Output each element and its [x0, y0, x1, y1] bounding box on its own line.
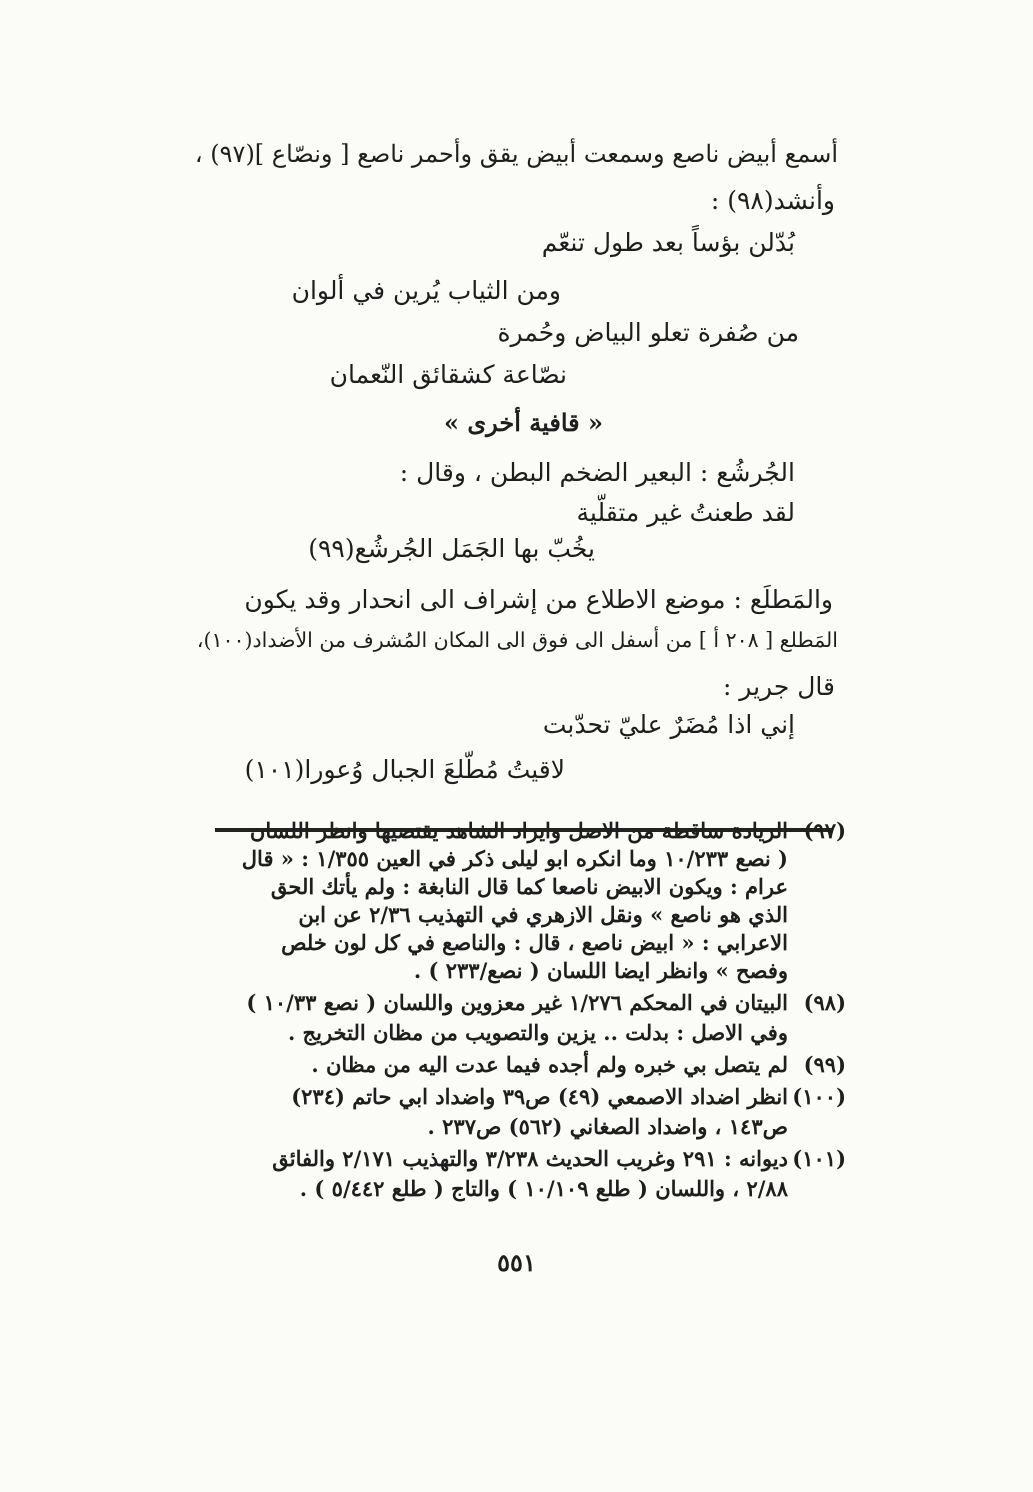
footnote-line: ديوانه : ٢٩١ وغريب الحديث ٣/٢٣٨ والتهذيب ٢/١٧١ والفائق	[272, 1146, 788, 1171]
body-paragraph-line: وأنشد(٩٨) :	[710, 186, 835, 215]
section-heading: « قافية أخرى »	[444, 408, 603, 437]
body-paragraph-line: أسمع أبيض ناصع وسمعت أبيض يقق وأحمر ناصع [ ونصّاع ](٩٧) ،	[194, 140, 838, 168]
footnote-line: وفي الاصل : بدلت .. يزين والتصويب من مظان التخريج .	[287, 1020, 788, 1045]
body-paragraph-line: المَطلع [ ٢٠٨ أ ] من أسفل الى فوق الى المكان المُشرف من الأضداد(١٠٠)،	[196, 628, 838, 652]
verse-line: إني اذا مُضَرٌ عليّ تحدّبت	[542, 710, 795, 739]
body-paragraph-line: الجُرشُع : البعير الضخم البطن ، وقال :	[399, 458, 795, 487]
footnote-number: (٩٩)	[803, 1052, 846, 1077]
verse-line: لاقيتُ مُطّلعَ الجبال وُعورا(١٠١)	[244, 755, 565, 784]
verse-line: نصّاعة كشقائق النّعمان	[329, 360, 567, 389]
verse-line: لقد طعنتُ غير متقلّية	[576, 498, 795, 527]
verse-line: ومن الثياب يُرين في ألوان	[291, 276, 561, 305]
footnote-line: انظر اضداد الاصمعي (٤٩) ص٣٩ واضداد ابي حاتم (٢٣٤)	[291, 1084, 788, 1109]
footnote-line: ( نصع ١٠/٢٣٣ وما انكره ابو ليلى ذكر في العين ١/٣٥٥ : « قال	[241, 846, 788, 871]
footnote-number: (١٠١)	[792, 1146, 846, 1171]
footnote-line: الزيادة ساقطة من الاصل وايراد الشاهد يقتضيها وانظر اللسان	[249, 818, 788, 843]
footnote-line: عرام : ويكون الابيض ناصعا كما قال النابغة : ولم يأتك الحق	[270, 874, 788, 899]
footnote-line: وفصح » وانظر ايضا اللسان ( نصع/٢٣٣ ) .	[413, 958, 788, 983]
footnote-number: (٩٨)	[803, 990, 846, 1015]
footnote-line: البيتان في المحكم ١/٢٧٦ غير معزوين واللسان ( نصع ١٠/٣٣ )	[246, 990, 788, 1015]
footnote-line: الذي هو ناصع » ونقل الازهري في التهذيب ٢/٣٦ عن ابن	[298, 902, 788, 927]
footnote-number: (٩٧)	[803, 818, 846, 843]
footnote-line: لم يتصل بي خبره ولم أجده فيما عدت اليه من مظان .	[311, 1052, 788, 1077]
verse-line: بُدّلن بؤساً بعد طول تنعّم	[541, 228, 795, 257]
footnote-line: ص١٤٣ ، واضداد الصغاني (٥٦٢) ص٢٣٧ .	[427, 1114, 788, 1139]
footnote-line: ٢/٨٨ ، واللسان ( طلع ١٠/١٠٩ ) والتاج ( طلع ٥/٤٤٢ ) .	[299, 1176, 788, 1201]
footnote-number: (١٠٠)	[792, 1084, 846, 1109]
page-number: ٥٥١	[497, 1248, 536, 1277]
body-paragraph-line: والمَطلَع : موضع الاطلاع من إشراف الى انحدار وقد يكون	[244, 585, 833, 614]
body-paragraph-line: قال جرير :	[722, 672, 835, 701]
verse-line: يخُبّ بها الجَمَل الجُرشُع(٩٩)	[308, 534, 595, 563]
verse-line: من صُفرة تعلو البياض وحُمرة	[497, 318, 799, 347]
footnote-line: الاعرابي : « ابيض ناصع ، قال : والناصع في كل لون خلص	[281, 930, 788, 955]
